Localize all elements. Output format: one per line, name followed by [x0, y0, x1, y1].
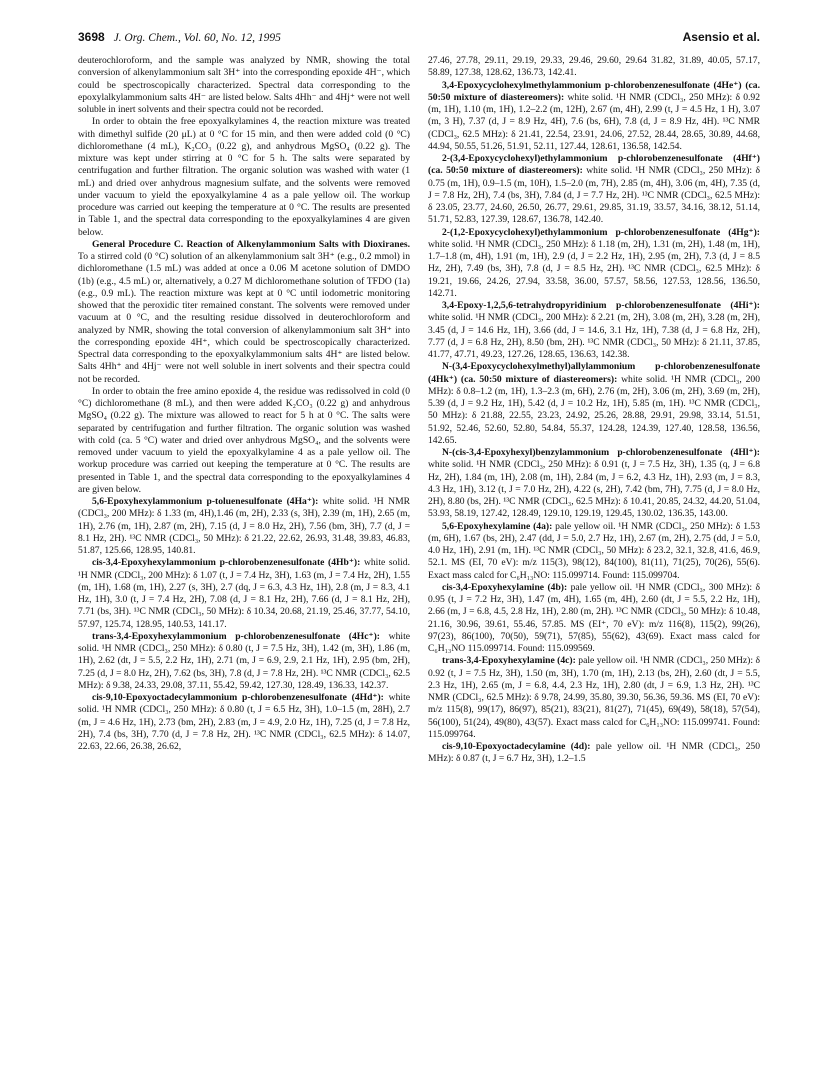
paragraph: In order to obtain the free amino epoxide 4, the residue was redissolved in cold (0 °C) dichloromethane (8 mL), and then were added K₂CO₃ (0.22 g) and anhydrous MgSO₄ (0.22 g). The mixture was allowed to react for 5 h at 0 °C. The salts were separated by centrifugation and further filtration. The organic solution was washed with cold (ca. 5 °C) water and dried over anhydrous MgSO₄, and the solvents were removed under vacuum to yield the epoxyalkylamine 4 as a pale yellow oil. The workup procedure was carried out keeping the temperature at 0 °C. The results are presented in Table 1, and the spectral data corresponding to the epoxyalkylamines 4 are given below.: [78, 385, 410, 495]
compound-entry: N-(3,4-Epoxycyclohexylmethyl)allylammonium p-chlorobenzenesulfonate (4Hk⁺) (ca. 50:50 mixture of diastereomers): white solid. ¹H NMR (CDCl₃, 200 MHz): δ 0.8–1.2 (m, 1H), 1.3–2.3 (m, 6H), 2.76 (m, 2H), 3.06 (m, 2H), 3.69 (m, 2H), 5.39 (d, J = 9.2 Hz, 1H), 5.42 (d, J = 10.2 Hz, 1H), 5.85 (m, 1H). ¹³C NMR (CDCl₃, 50 MHz): δ 21.88, 22.55, 23.23, 24.92, 25.26, 28.88, 29.91, 29.98, 33.14, 51.51, 51.92, 52.46, 52.60, 52.80, 54.84, 55.37, 124.28, 124.39, 127.40, 128.58, 136.56, 142.65.: [428, 361, 760, 446]
compound-name: cis-9,10-Epoxyoctadecylamine (4d):: [442, 741, 591, 752]
compound-entry: 2-(1,2-Epoxycyclohexyl)ethylammonium p-chlorobenzenesulfonate (4Hg⁺): white solid. ¹H NMR (CDCl₃, 250 MHz): δ 1.18 (m, 2H), 1.31 (m, 2H), 1.48 (m, 1H), 1.7–1.8 (m, 4H), 1.91 (m, 1H), 2.9 (d, J = 2.2 Hz, 1H), 2.95 (m, 2H), 7.3 (d, J = 8.5 Hz, 2H), 7.49 (bs, 3H), 7.8 (d, J = 8.5 Hz, 2H). ¹³C NMR (CDCl₃, 62.5 MHz): δ 19.21, 19.66, 24.26, 27.94, 33.58, 36.00, 57.57, 58.56, 127.53, 128.56, 136.50, 142.71.: [428, 226, 760, 299]
compound-name: N-(3,4-Epoxycyclohexylmethyl)allylammonium p-chlorobenzenesulfonate (4Hk⁺) (ca. 50:50 mixture of diastereomers):: [428, 361, 760, 385]
left-column: [78, 55, 410, 1065]
compound-entry: trans-3,4-Epoxyhexylammonium p-chlorobenzenesulfonate (4Hc⁺): white solid. ¹H NMR (CDCl₃, 250 MHz): δ 0.80 (t, J = 7.5 Hz, 3H), 1.42 (m, 3H), 1.86 (m, 1H), 2.62 (dt, J = 5.5, 2.2 Hz, 1H), 2.71 (m, J = 6.9, 2.9, 2.1 Hz, 1H), 2.95 (bm, 2H), 7.25 (d, J = 8.0 Hz, 2H), 7.62 (bs, 3H), 7.8 (d, J = 7.8 Hz, 2H). ¹³C NMR (CDCl₃, 62.5 MHz): δ 9.38, 24.33, 29.08, 37.11, 55.42, 59.42, 127.30, 128.49, 136.33, 142.37.: [78, 630, 410, 691]
page-number: 3698: [78, 30, 105, 44]
compound-name: cis-3,4-Epoxyhexylammonium p-chlorobenzenesulfonate (4Hb⁺):: [92, 557, 361, 569]
compound-entry: 5,6-Epoxyhexylamine (4a): pale yellow oil. ¹H NMR (CDCl₃, 250 MHz): δ 1.53 (m, 6H), 1.67 (bs, 2H), 2.47 (dd, J = 5.0, 2.7 Hz, 1H), 2.67 (m, 2H), 2.75 (dd, J = 5.0, 4.0 Hz, 1H), 2.91 (m, 1H). ¹³C NMR (CDCl₃, 50 MHz): δ 23.2, 32.1, 32.8, 41.6, 46.9, 52.1. MS (EI, 70 eV): m/z 115(3), 98(12), 84(100), 81(11), 71(25), 70(26), 55(6). Exact mass calcd for C₆H₁₃NO: 115.099714. Found: 115.099704.: [428, 520, 760, 581]
page-header: [78, 30, 760, 50]
paragraph: deuterochloroform, and the sample was analyzed by NMR, showing the total conversion of alkenylammonium salt 3H⁺ into the corresponding epoxide 4H⁻, which could be spectroscopically characterized. Spectral data corresponding to the epoxylalkylammonium salts 4H⁻ are listed below. Salts 4Hh⁻ and 4Hj⁺ were not well soluble in inert solvents and their spectra could not be recorded.: [78, 55, 410, 115]
compound-name: cis-9,10-Epoxyoctadecylammonium p-chlorobenzenesulfonate (4Hd⁺):: [92, 692, 384, 703]
paragraph: In order to obtain the free epoxyalkylamines 4, the reaction mixture was treated with dimethyl sulfide (20 μL) at 0 °C for 15 min, and then were added cold (0 °C) dichloromethane (4 mL), K₂CO₃ (0.22 g), and anhydrous MgSO₄ (0.22 g). The mixture was kept under stirring at 0 °C for 5 h. The salts were separated by centrifugation and further filtration. The organic solution was washed with water (1 mL) and dried over anhydrous magnesium sulfate, and the solvents were removed under vacuum to yield the epoxyalkylamine 4 as a pale yellow oil. The workup procedure was carried out keeping the temperature at 0 °C. The results are presented in Table 1, and the spectral data corresponding to the epoxyalkylamines 4 are given below.: [78, 116, 410, 238]
compound-name: trans-3,4-Epoxyhexylamine (4c):: [442, 655, 576, 667]
compound-entry: cis-3,4-Epoxyhexylammonium p-chlorobenzenesulfonate (4Hb⁺): white solid. ¹H NMR (CDCl₃, 200 MHz): δ 1.07 (t, J = 7.4 Hz, 3H), 1.63 (m, J = 7.4 Hz, 2H), 1.55 (m, 1H), 1.68 (m, 1H), 2.27 (s, 3H), 2.7 (dq, J = 6.3, 4.3 Hz, 1H), 2.8 (m, J = 8.3, 4.1 Hz, 1H), 3.0 (t, J = 7.4 Hz, 2H), 7.08 (d, J = 8.1 Hz, 2H), 7.66 (d, J = 8.1 Hz, 2H), 7.71 (bs, 3H). ¹³C NMR (CDCl₃, 50 MHz): δ 10.34, 20.68, 21.19, 25.46, 37.77, 54.10, 57.97, 125.74, 128.95, 140.53, 141.17.: [78, 557, 410, 630]
journal-citation: J. Org. Chem., Vol. 60, No. 12, 1995: [113, 32, 281, 44]
compound-name: 2-(3,4-Epoxycyclohexyl)ethylammonium p-chlorobenzenesulfonate (4Hf⁺) (ca. 50:50 mixture of diastereomers):: [428, 153, 760, 177]
compound-name: 5,6-Epoxyhexylammonium p-toluenesulfonate (4Ha⁺):: [92, 496, 319, 507]
compound-name: trans-3,4-Epoxyhexylammonium p-chlorobenzenesulfonate (4Hc⁺):: [92, 630, 380, 642]
compound-entry: 2-(3,4-Epoxycyclohexyl)ethylammonium p-chlorobenzenesulfonate (4Hf⁺) (ca. 50:50 mixture of diastereomers): white solid. ¹H NMR (CDCl₃, 250 MHz): δ 0.75 (m, 1H), 0.9–1.5 (m, 10H), 1.5–2.0 (m, 7H), 2.85 (m, 4H), 3.06 (m, 4H), 7.35 (d, J = 7.8 Hz, 2H), 7.4 (bs, 3H), 7.84 (d, J = 7.7 Hz, 2H). ¹³C NMR (CDCl₃, 62.5 MHz): δ 23.05, 23.77, 24.60, 26.50, 26.77, 29.61, 29.85, 31.19, 33.57, 34.16, 38.12, 51.14, 51.71, 52.83, 127.39, 128.67, 136.78, 142.40.: [428, 153, 760, 226]
compound-name: 3,4-Epoxy-1,2,5,6-tetrahydropyridinium p-chlorobenzenesulfonate (4Hi⁺):: [442, 300, 760, 311]
compound-entry: cis-9,10-Epoxyoctadecylammonium p-chlorobenzenesulfonate (4Hd⁺): white solid. ¹H NMR (CDCl₃, 250 MHz): δ 0.80 (t, J = 6.5 Hz, 3H), 1.0–1.5 (m, 28H), 2.7 (m, J = 4.6 Hz, 1H), 2.73 (bm, 2H), 2.83 (m, J = 4.9, 2.0 Hz, 1H), 7.25 (d, J = 7.8 Hz, 2H), 7.4 (bs, 3H), 7.70 (d, J = 7.8 Hz, 2H). ¹³C NMR (CDCl₃, 62.5 MHz): δ 14.07, 22.63, 22.66, 26.38, 26.62,: [78, 692, 410, 752]
compound-entry: cis-9,10-Epoxyoctadecylamine (4d): pale yellow oil. ¹H NMR (CDCl₃, 250 MHz): δ 0.87 (t, J = 6.7 Hz, 3H), 1.2–1.5: [428, 741, 760, 765]
compound-entry: 3,4-Epoxycyclohexylmethylammonium p-chlorobenzenesulfonate (4He⁺) (ca. 50:50 mixture of diastereomers): white solid. ¹H NMR (CDCl₃, 250 MHz): δ 0.92 (m, 1H), 1.10 (m, 1H), 1.2–2.2 (m, 12H), 2.67 (m, 4H), 2.99 (t, J = 4.5 Hz, 1 H), 3.07 (m, 3 H), 7.37 (d, J = 8.9 Hz, 4H), 7.6 (bs, 6H), 7.8 (d, J = 8.9 Hz, 4H). ¹³C NMR (CDCl₃, 62.5 MHz): δ 21.41, 22.54, 23.91, 24.06, 27.52, 28.44, 28.65, 30.89, 44.68, 44.94, 50.55, 51.26, 51.91, 52.11, 127.44, 128.61, 136.58, 142.54.: [428, 79, 760, 152]
paragraph: 27.46, 27.78, 29.11, 29.19, 29.33, 29.46, 29.60, 29.64 31.82, 31.89, 40.05, 57.17, 58.89, 127.38, 128.62, 136.73, 142.41.: [428, 55, 760, 79]
compound-entry: trans-3,4-Epoxyhexylamine (4c): pale yellow oil. ¹H NMR (CDCl₃, 250 MHz): δ 0.92 (t, J = 7.5 Hz, 3H), 1.50 (m, 3H), 1.70 (m, 1H), 2.13 (bs, 2H), 2.60 (dt, J = 5.5, 2.3 Hz, 1H), 2.65 (m, J = 6.8, 4.4, 2.3 Hz, 1H), 2.80 (dt, J = 6.9, 1.3 Hz, 2H). ¹³C NMR (CDCl₃, 62.5 MHz): δ 9.78, 24.99, 35.80, 39.30, 56.36, 59.36. MS (EI, 70 eV): m/z 115(8), 99(17), 86(97), 85(21), 83(21), 81(27), 71(45), 69(49), 58(18), 57(54), 56(100), 51(24), 49(80), 43(57). Exact mass calcd for C₆H₁₃NO: 115.099741. Found: 115.099764.: [428, 655, 760, 740]
compound-name: 2-(1,2-Epoxycyclohexyl)ethylammonium p-chlorobenzenesulfonate (4Hg⁺):: [442, 226, 760, 238]
compound-name: cis-3,4-Epoxyhexylamine (4b):: [442, 581, 568, 593]
compound-name: 5,6-Epoxyhexylamine (4a):: [442, 520, 553, 532]
procedure-heading: General Procedure C. Reaction of Alkenylammonium Salts with Dioxiranes.: [92, 238, 410, 250]
right-column: [428, 55, 760, 1065]
compound-name: 3,4-Epoxycyclohexylmethylammonium p-chlorobenzenesulfonate (4He⁺) (ca. 50:50 mixture of diastereomers):: [428, 79, 760, 103]
running-author: Asensio et al.: [682, 30, 760, 44]
compound-entry: 5,6-Epoxyhexylammonium p-toluenesulfonate (4Ha⁺): white solid. ¹H NMR (CDCl₃, 200 MHz): δ 1.33 (m, 4H),1.46 (m, 2H), 2.33 (s, 3H), 2.39 (m, 1H), 2.65 (m, 1H), 2.76 (m, 1H), 2.87 (m, 2H), 7.15 (d, J = 8.0 Hz, 2H), 7.56 (bm, 3H), 7.7 (d, J = 8.1 Hz, 2H). ¹³C NMR (CDCl₃, 50 MHz): δ 21.22, 22.62, 26.93, 31.48, 39.83, 46.83, 51.87, 125.66, 128.95, 140.81.: [78, 496, 410, 556]
compound-entry: N-(cis-3,4-Epoxyhexyl)benzylammonium p-chlorobenzenesulfonate (4Hl⁺): white solid. ¹H NMR (CDCl₃, 250 MHz): δ 0.91 (t, J = 7.5 Hz, 3H), 1.35 (q, J = 6.8 Hz, 2H), 1.84 (m, 1H), 2.08 (m, 1H), 2.84 (m, J = 6.2, 4.3 Hz, 1H), 2.93 (m, J = 8.3, 4.3 Hz, 1H), 3.12 (t, J = 7.0 Hz, 2H), 4.22 (s, 2H), 7.42 (bm, 7H), 7.75 (d, J = 8.0 Hz, 2H), 8.80 (bs, 2H). ¹³C NMR (CDCl₃, 62.5 MHz): δ 10.41, 20.85, 24.32, 44.20, 51.04, 53.93, 58.19, 127.42, 128.49, 129.10, 129.19, 129.45, 130.02, 136.35, 143.00.: [428, 447, 760, 520]
compound-entry: 3,4-Epoxy-1,2,5,6-tetrahydropyridinium p-chlorobenzenesulfonate (4Hi⁺): white solid. ¹H NMR (CDCl₃, 200 MHz): δ 2.21 (m, 2H), 3.08 (m, 2H), 3.28 (m, 2H), 3.45 (d, J = 14.6 Hz, 1H), 3.66 (dd, J = 14.6, 3.1 Hz, 1H), 7.38 (d, J = 6.8 Hz, 2H), 7.77 (d, J = 6.8 Hz, 2H), 8.50 (bm, 2H). ¹³C NMR (CDCl₃, 50 MHz): δ 21.11, 37.85, 41.77, 47.71, 49.23, 127.26, 128.65, 136.63, 142.38.: [428, 300, 760, 360]
compound-name: N-(cis-3,4-Epoxyhexyl)benzylammonium p-chlorobenzenesulfonate (4Hl⁺):: [442, 447, 760, 458]
paragraph: General Procedure C. Reaction of Alkenylammonium Salts with Dioxiranes. To a stirred cold (0 °C) solution of an alkenylammonium salt 3H⁺ (e.g., 0.2 mmol) in dichloromethane (1.5 mL) was added at once a 0.06 M acetone solution of DMDO (1b) (e.g., 4.5 mL) or, alternatively, a 0.27 M dichloromethane solution of TFDO (1a) (e.g., 0.9 mL). The reaction mixture was kept at 0 °C until iodometric monitoring showed that the peroxidic titer remained constant. The solvents were removed under vacuum at 0 °C, and the resulting residue dissolved in deuterochloroform and analyzed by NMR, showing the total conversion of alkenylammonium salt 3H⁺ into the corresponding epoxide 4H⁺, which could be spectroscopically characterized. Spectral data corresponding to the epoxyalkylammonium salts 4H⁺ are listed below. Salts 4Hh⁺ and 4Hj⁻ were not well soluble in inert solvents and their spectra could not be recorded.: [78, 238, 410, 385]
compound-entry: cis-3,4-Epoxyhexylamine (4b): pale yellow oil. ¹H NMR (CDCl₃, 300 MHz): δ 0.95 (t, J = 7.2 Hz, 3H), 1.47 (m, 4H), 1.65 (m, 4H), 2.60 (dt, J = 5.5, 2.2 Hz, 1H), 2.66 (m, J = 6.8, 4.5, 2.8 Hz, 1H), 2.80 (m, 2H). ¹³C NMR (CDCl₃, 50 MHz): δ 10.48, 21.16, 30.96, 39.61, 55.46, 57.85. MS (EI⁺, 70 eV): m/z 116(8), 115(2), 99(26), 97(23), 86(100), 70(50), 59(71), 57(85), 55(62), 43(69). Exact mass calcd for C₆H₁₃NO 115.099714. Found: 115.099569.: [428, 581, 760, 654]
